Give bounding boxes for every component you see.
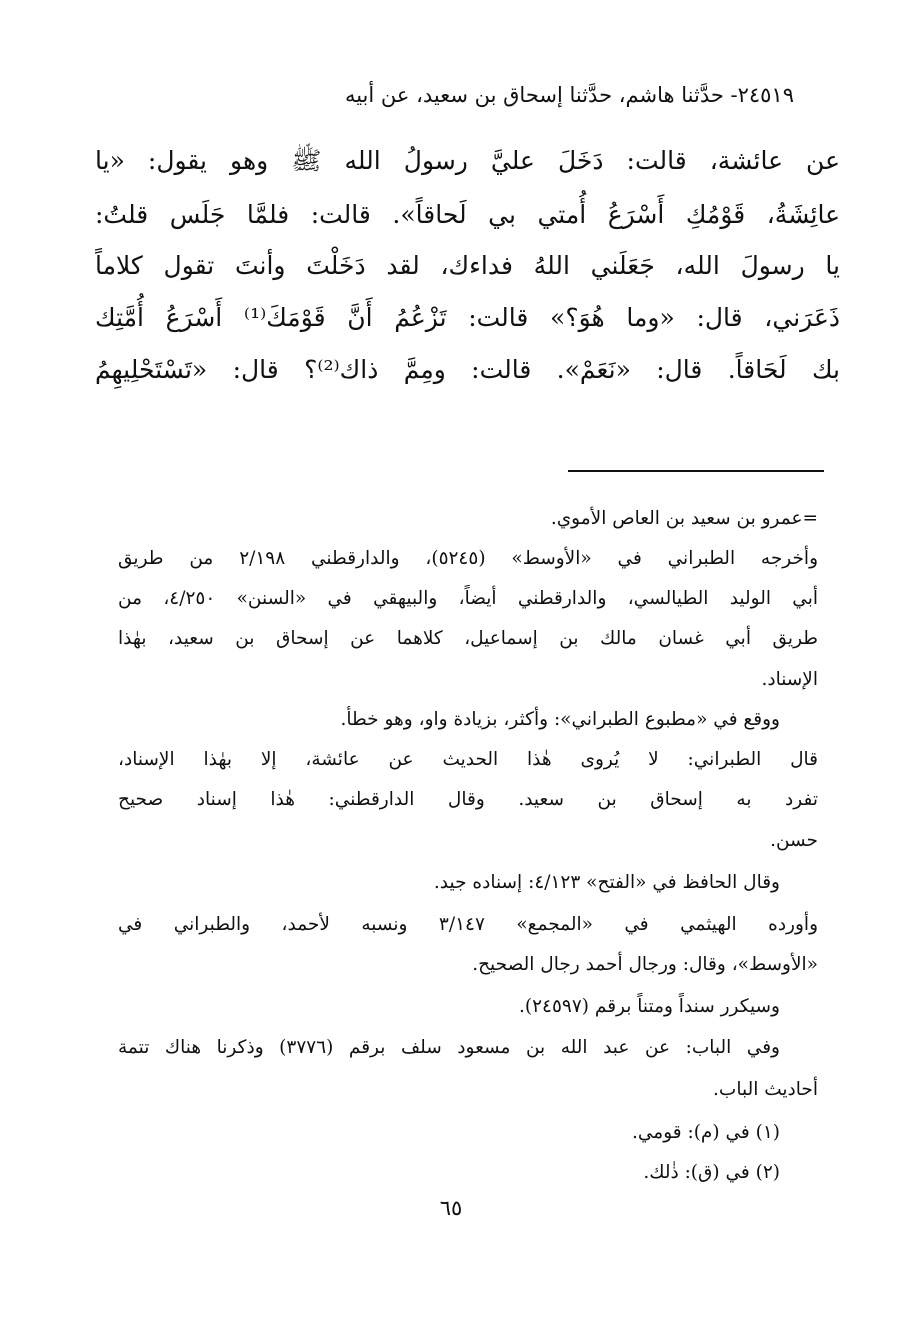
footnote-line: (١) في (م): قومي.	[631, 1122, 780, 1143]
footnote-line: وأخرجه الطبراني في «الأوسط» (٥٢٤٥)، والدارقطني ٢/١٩٨ من طريق	[118, 548, 818, 569]
hadith-first-line: ٢٤٥١٩- حدَّثنا هاشم، حدَّثنا إسحاق بن سعيد، عن أبيه	[344, 83, 794, 107]
footnote-line: قال الطبراني: لا يُروى هٰذا الحديث عن عائشة، إلا بهٰذا الإسناد،	[118, 749, 818, 770]
footnote-line: «الأوسط»، وقال: ورجال أحمد رجال الصحيح.	[472, 954, 818, 975]
footnote-line: طريق أبي غسان مالك بن إسماعيل، كلاهما عن إسحاق بن سعيد، بهٰذا	[118, 628, 818, 649]
hadith-line: بك لَحَاقاً. قال: «نَعَمْ». قالت: ومِمَّ ذاك⁽²⁾؟ قال: «تَسْتَحْلِيهِمُ	[95, 355, 840, 384]
footnote-separator	[568, 470, 824, 472]
footnote-line: =عمرو بن سعيد بن العاص الأموي.	[550, 508, 818, 529]
footnote-line: أحاديث الباب.	[713, 1079, 818, 1100]
hadith-line: يا رسولَ الله، جَعَلَني اللهُ فداءك، لقد دَخَلْتَ وأنتَ تقول كلاماً	[95, 251, 840, 280]
footnote-line: (٢) في (ق): ذٰلك.	[643, 1162, 780, 1183]
footnote-line: وأورده الهيثمي في «المجمع» ٣/١٤٧ ونسبه لأحمد، والطبراني في	[118, 914, 818, 935]
footnote-line: أبي الوليد الطيالسي، والدارقطني أيضاً، والبيهقي في «السنن» ٤/٢٥٠، من	[118, 588, 819, 609]
footnote-line: وسيكرر سنداً ومتناً برقم (٢٤٥٩٧).	[518, 996, 780, 1017]
footnote-line: حسن.	[770, 830, 818, 851]
footnote-line: الإسناد.	[761, 669, 818, 690]
footnote-line: ووقع في «مطبوع الطبراني»: وأكثر، بزيادة واو، وهو خطأ.	[340, 709, 780, 730]
page-number: ٦٥	[439, 1196, 463, 1220]
footnote-line: تفرد به إسحاق بن سعيد. وقال الدارقطني: هٰذا إسناد صحيح	[118, 789, 818, 810]
hadith-line: ذَعَرَني، قال: «وما هُوَ؟» قالت: تَزْعُمُ أَنَّ قَوْمَكَ⁽¹⁾ أَسْرَعُ أُمَّتِك	[95, 303, 840, 332]
footnote-line: وقال الحافظ في «الفتح» ٤/١٢٣: إسناده جيد.	[433, 872, 780, 893]
hadith-line: عائِشَةُ، قَوْمُكِ أَسْرَعُ أُمتي بي لَحاقاً». قالت: فلمَّا جَلَس قلتُ:	[95, 200, 840, 229]
hadith-line: عن عائشة، قالت: دَخَلَ عليَّ رسولُ الله ﷺ وهو يقول: «يا	[95, 146, 840, 175]
footnote-line: وفي الباب: عن عبد الله بن مسعود سلف برقم (٣٧٧٦) وذكرنا هناك تتمة	[118, 1037, 780, 1058]
